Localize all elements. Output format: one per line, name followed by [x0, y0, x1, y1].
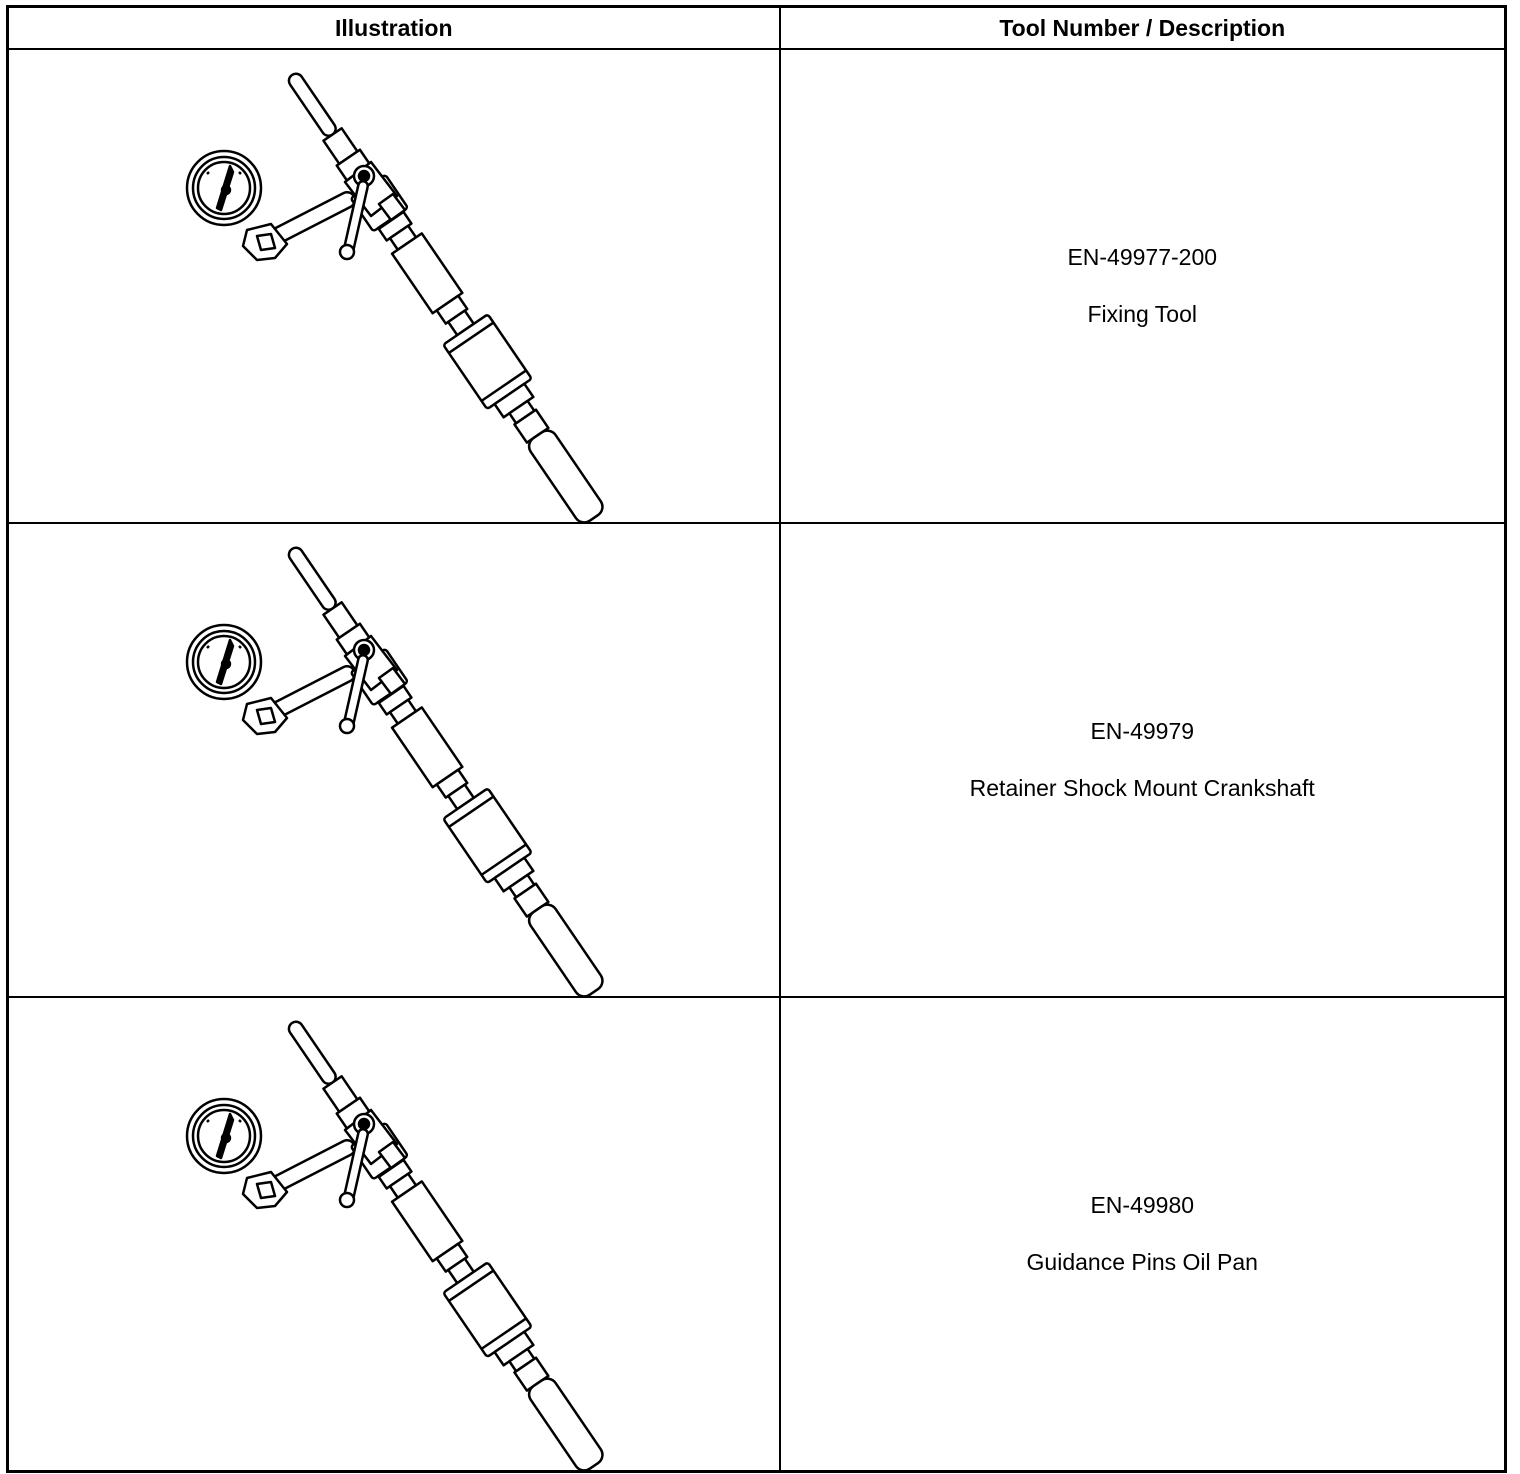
pressure-gauge-tool-icon	[9, 50, 779, 522]
description-cell	[780, 997, 1506, 1472]
table-row	[8, 523, 1506, 997]
description-cell	[780, 523, 1506, 997]
tool-number: EN-49979	[1090, 718, 1195, 744]
special-tools-table	[6, 5, 1507, 1473]
tool-description: Fixing Tool	[1087, 301, 1198, 327]
pressure-gauge-tool-icon	[9, 998, 779, 1470]
tool-description: Retainer Shock Mount Crankshaft	[969, 775, 1315, 801]
header-illustration: Illustration	[8, 7, 780, 50]
table-row	[8, 49, 1506, 523]
illustration-cell	[8, 523, 780, 997]
pressure-gauge-tool-icon	[9, 524, 779, 996]
tool-number: EN-49980	[1090, 1192, 1195, 1218]
description-cell	[780, 49, 1506, 523]
tool-number: EN-49977-200	[1067, 244, 1218, 270]
table-row	[8, 997, 1506, 1472]
header-tool-number-description: Tool Number / Description	[780, 7, 1506, 50]
tool-description: Guidance Pins Oil Pan	[1026, 1249, 1258, 1275]
illustration-cell	[8, 997, 780, 1472]
table-header-row	[8, 7, 1506, 50]
illustration-cell	[8, 49, 780, 523]
